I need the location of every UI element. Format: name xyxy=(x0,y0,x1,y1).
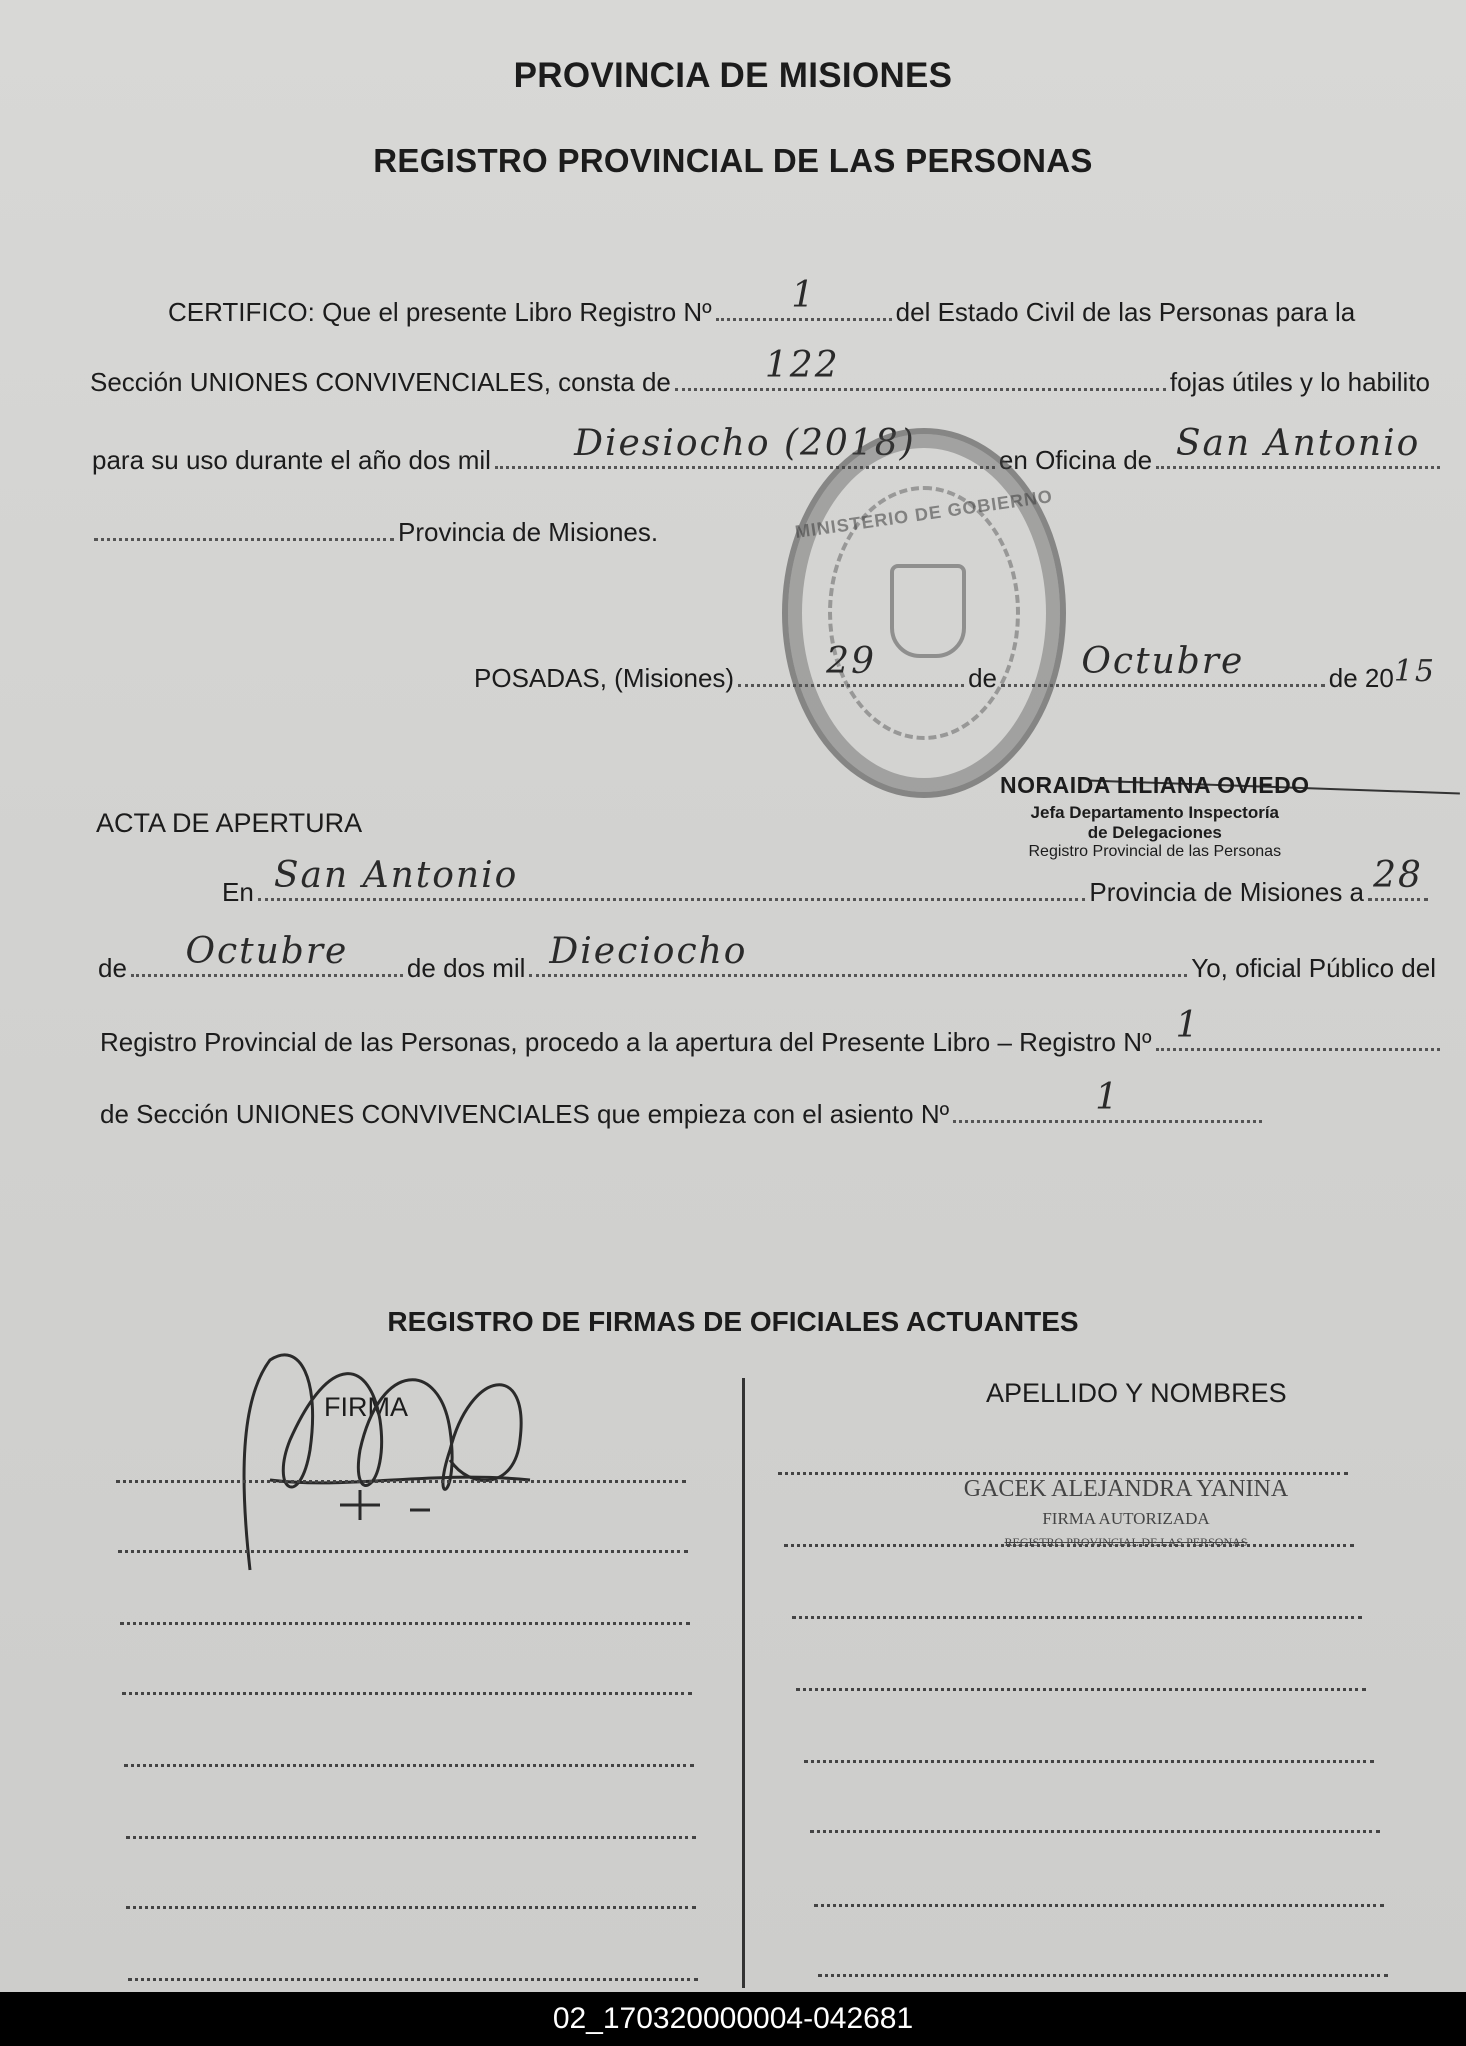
apertura-title: ACTA DE APERTURA xyxy=(96,808,363,838)
name-line xyxy=(804,1760,1374,1763)
apertura-book-field: 1 xyxy=(1156,1026,1441,1051)
certificate-line-4: Provincia de Misiones. xyxy=(94,516,694,548)
apertura-place-field: San Antonio xyxy=(258,876,1086,901)
seal-text: MINISTERIO DE GOBIERNO xyxy=(793,486,1055,543)
certificate-line-2: Sección UNIONES CONVIVENCIALES, consta de 122 fojas útiles y lo habilito xyxy=(90,345,1430,397)
month-field: Octubre xyxy=(1001,662,1325,687)
book-number-field: 1 xyxy=(716,296,892,321)
handwritten-signature xyxy=(230,1340,550,1580)
signature-line xyxy=(126,1836,696,1839)
name-line xyxy=(818,1974,1388,1977)
registry-heading: REGISTRO PROVINCIAL DE LAS PERSONAS xyxy=(373,142,1093,179)
apertura-line-2: de Octubre de dos mil Dieciocho Yo, oficial Público del xyxy=(98,931,1436,983)
apertura-year-field: Dieciocho xyxy=(529,952,1187,977)
year-suffix: 15 xyxy=(1393,654,1436,689)
stamp-name: GACEK ALEJANDRA YANINA xyxy=(963,1476,1289,1502)
signature-line xyxy=(116,1480,686,1483)
officer-stamp xyxy=(1000,772,1310,861)
signatures-title: REGISTRO DE FIRMAS DE OFICIALES ACTUANTES xyxy=(387,1306,1079,1337)
name-line xyxy=(792,1616,1362,1619)
column-divider xyxy=(742,1378,745,1988)
apertura-line-4: de Sección UNIONES CONVIVENCIALES que empieza con el asiento Nº 1 xyxy=(100,1098,1266,1130)
certificate-line-1: CERTIFICO: Que el presente Libro Registro Nº 1 del Estado Civil de las Personas para la xyxy=(168,275,1356,327)
office-field: San Antonio xyxy=(1156,444,1440,469)
province-heading: PROVINCIA DE MISIONES xyxy=(513,56,953,95)
apertura-entry-field: 1 xyxy=(953,1098,1262,1123)
apertura-day-field: 28 xyxy=(1368,876,1428,901)
signature-line xyxy=(118,1550,688,1553)
officer-role: Jefa Departamento Inspectoría xyxy=(1030,803,1280,822)
apertura-line-1: En San Antonio Provincia de Misiones a 28 xyxy=(222,876,1432,908)
document-code-footer: 02_170320000004-042681 xyxy=(0,1992,1466,2046)
stamp-title: FIRMA AUTORIZADA xyxy=(1042,1509,1210,1528)
signature-line xyxy=(128,1978,698,1981)
ministry-seal xyxy=(782,428,1066,798)
name-line xyxy=(810,1830,1380,1833)
firma-column-label: FIRMA xyxy=(324,1392,408,1422)
name-line xyxy=(778,1472,1348,1475)
certificate-line-3: para su uso durante el año dos mil Diesiocho (2018) en Oficina de San Antonio xyxy=(92,444,1444,476)
signature-line xyxy=(124,1764,694,1767)
officer-registry: Registro Provincial de las Personas xyxy=(1028,843,1282,860)
certificate-date-line: POSADAS, (Misiones) 29 de Octubre de 20 15 xyxy=(474,641,1436,693)
year-words-field: Diesiocho (2018) xyxy=(495,444,995,469)
apertura-month-field: Octubre xyxy=(131,952,403,977)
pages-field: 122 xyxy=(675,366,1166,391)
officer-dept: de Delegaciones xyxy=(1087,823,1222,842)
signature-line xyxy=(126,1906,696,1909)
stamp-registry: REGISTRO PROVINCIAL DE LAS PERSONAS xyxy=(1004,1535,1248,1549)
signature-line xyxy=(120,1622,690,1625)
apertura-line-3: Registro Provincial de las Personas, procedo a la apertura del Presente Libro – Registro Nº 1 xyxy=(100,1026,1444,1058)
name-line xyxy=(814,1904,1384,1907)
authorized-signature-stamp xyxy=(936,1476,1316,1550)
office-continuation-field xyxy=(94,516,394,541)
officer-name: NORAIDA LILIANA OVIEDO xyxy=(1000,772,1310,798)
day-field: 29 xyxy=(738,662,964,687)
signature-line xyxy=(122,1692,692,1695)
names-column-label: APELLIDO Y NOMBRES xyxy=(986,1378,1287,1408)
name-line xyxy=(796,1688,1366,1691)
